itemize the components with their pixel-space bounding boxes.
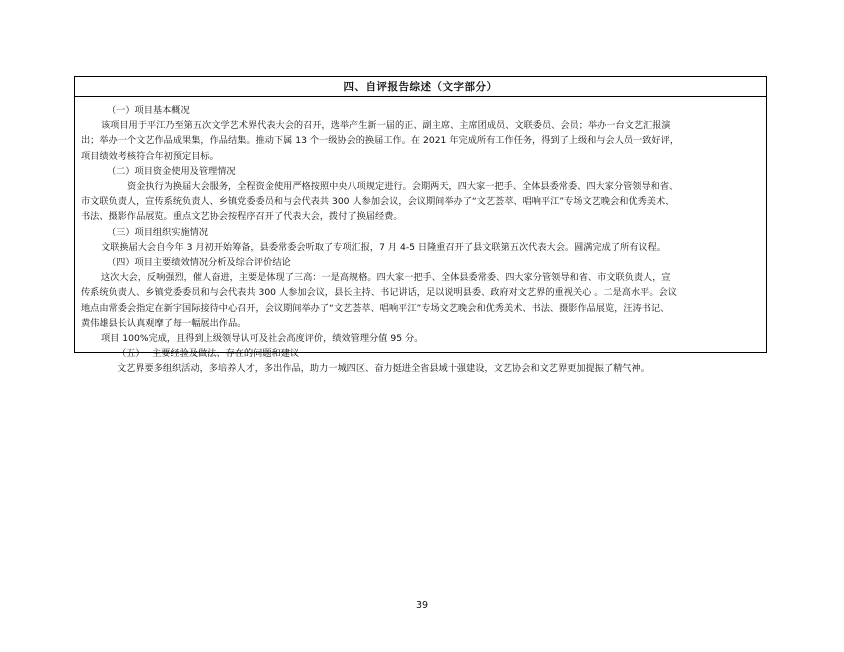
paragraph-line: 书法、摄影作品展览。重点文艺协会按程序召开了代表大会，拨付了换届经费。 [81,211,403,223]
paragraph-line: 资金执行为换届大会服务，全程资金使用严格按照中央八项规定进行。会期两天，四大家一把手、全体县委常委、四大家分管领导和省、 [127,181,679,193]
paragraph-line: 这次大会，反响强烈，催人奋进，主要是体现了三高：一是高规格。四大家一把手、全体县委常委、四大家分管领导和省、市文联负责人，宣 [101,272,671,284]
subheading-performance-analysis: （四）项目主要绩效情况分析及综合评价结论 [107,257,291,269]
report-body [75,97,766,377]
subheading-experience: （五） 主要经验及做法、存在的问题和建议 [117,348,300,360]
subheading-project-overview: （一）项目基本概况 [107,105,190,116]
subheading-fund-usage: （二）项目资金使用及管理情况 [107,165,236,177]
subheading-implementation: （三）项目组织实施情况 [107,226,209,238]
paragraph-line: 文联换届大会自今年 3 月初开始筹备，县委常委会听取了专项汇报，7 月 4-5 日隆重召开了县文联第五次代表大会。圆满完成了所有议程。 [101,241,666,253]
paragraph-line: 文艺界要多组织活动，多培养人才，多出作品，助力一城四区、奋力挺进全省县域十强建设，文艺协会和文艺界更加提振了精气神。 [117,363,650,375]
paragraph-line: 市文联负责人，宣传系统负责人、乡镇党委委员和与会代表共 300 人参加会议，会议期间举办了“文艺荟萃、唱响平江”专场文艺晚会和优秀美术、 [81,196,675,208]
paragraph-line: 地点由常委会指定在新宇国际接待中心召开，会议期间举办了“文艺荟萃、唱响平江”专场文艺晚会和优秀美术、书法、摄影作品展览，汪涛书记、 [81,302,670,314]
page-number: 39 [415,600,429,611]
paragraph-line: 项目 100%完成，且得到上级领导认可及社会高度评价，绩效管理分值 95 分。 [101,333,424,345]
section-title: 四、自评报告综述（文字部分） [75,77,766,97]
paragraph-line: 项目绩效考核符合年初预定目标。 [81,150,219,162]
paragraph-line: 出；举办一个文艺作品成果集，作品结集。推动下属 13 个一级协会的换届工作。在 2021 年完成所有工作任务，得到了上级和与会人员一致好评， [81,135,680,147]
report-summary-table [74,76,767,375]
paragraph-line: 黄伟雄县长认真观摩了每一幅展出作品。 [81,317,247,329]
paragraph-line: 该项目用于平江乃至第五次文学艺术界代表大会的召开，选举产生新一届的正、副主席、主席团成员、文联委员、会员；举办一台文艺汇报演 [101,120,671,132]
paragraph-line: 传系统负责人、乡镇党委委员和与会代表共 300 人参加会议，县长主持、书记讲话，足以说明县委、政府对文艺界的重视关心 。二是高水平。会议 [81,287,677,299]
